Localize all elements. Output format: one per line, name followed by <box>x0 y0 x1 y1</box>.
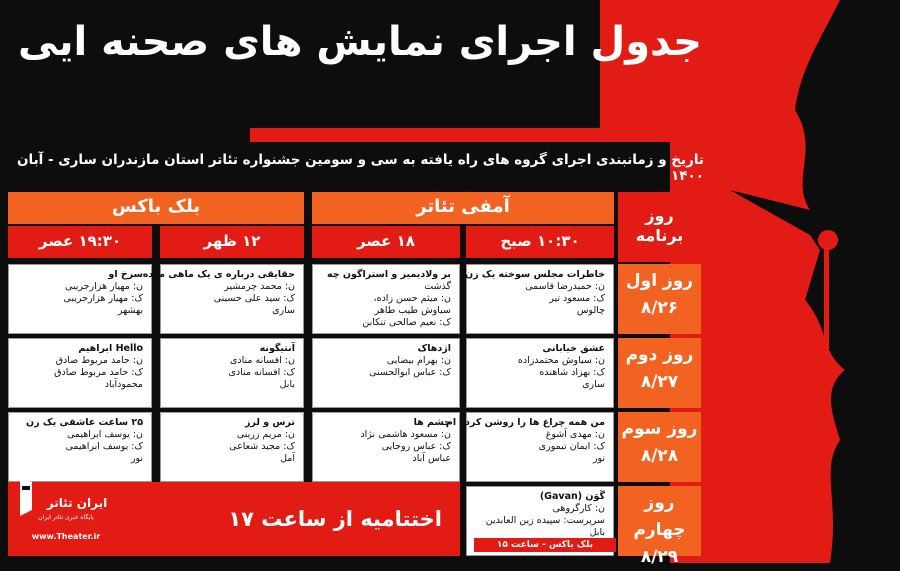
schedule-cell <box>8 264 152 334</box>
play-info: گذشت <box>424 281 451 292</box>
play-info: عباس آباد <box>412 453 451 464</box>
play-info: ک: یوسف ابراهیمی <box>65 441 143 452</box>
venue-time-note: بلک باکس - ساعت ۱۵ <box>474 538 616 552</box>
corner-label: برنامه <box>635 226 684 245</box>
play-info: سیاوش طیب طاهر <box>374 305 451 316</box>
play-title: چشم ها <box>413 417 451 428</box>
play-info: ساری <box>272 305 295 316</box>
schedule-cell <box>160 412 304 482</box>
play-info: ن: حمیدرضا قاسمی <box>525 281 605 292</box>
time-header: ۱۰:۳۰ صبح <box>466 226 614 258</box>
play-title: اژدهاک <box>417 343 451 354</box>
play-info: ک: عباس ابوالحسنی <box>369 367 451 378</box>
schedule-cell <box>466 338 614 408</box>
logo-subtitle: پایگاه خبری تئاتر ایران <box>38 514 94 521</box>
play-title: آنتیگونه <box>259 343 295 354</box>
theater-logo <box>10 470 122 556</box>
play-info: ک: افسانه منادی <box>228 367 295 378</box>
play-info: ک: مسعود تیر <box>549 293 605 304</box>
schedule-cell <box>8 338 152 408</box>
time-header: ۱۲ ظهر <box>160 226 304 258</box>
venue-amphitheater: آمفی تئاتر <box>312 192 614 224</box>
play-info: چالوس <box>576 305 605 316</box>
play-info: ک: نعیم صالحی تنکابن <box>362 317 451 328</box>
day-name: روز چهارم <box>633 493 686 540</box>
play-info: بابل <box>279 379 295 390</box>
schedule-cell <box>312 264 460 334</box>
day-date: ۸/۲۶ <box>640 298 679 318</box>
title-underline <box>250 128 700 142</box>
play-info: ن: مسعود هاشمی نژاد <box>360 429 451 440</box>
play-info: ن: سیاوش محتمدزاده <box>517 355 605 366</box>
play-info: ساری <box>582 379 605 390</box>
play-info: بابل <box>589 527 605 538</box>
play-info: ن: افسانه منادی <box>229 355 295 366</box>
time-header: ۱۹:۳۰ عصر <box>8 226 152 258</box>
play-info: سرپرست: سپیده زین العابدین <box>485 515 605 526</box>
play-info: ک: مهیار هزارجریبی <box>63 293 143 304</box>
play-info: ک: بهزاد شاهنده <box>539 367 605 378</box>
play-info: ن: حامد مربوط صادق <box>55 355 143 366</box>
schedule-cell <box>466 264 614 334</box>
play-title: بر ولادیمیر و استراگون چه <box>326 269 451 280</box>
play-info: نور <box>130 453 143 464</box>
time-header: ۱۸ عصر <box>312 226 460 258</box>
play-title: گَوَن (Gavan) <box>539 491 605 502</box>
play-info: ن: یوسف ابراهیمی <box>66 429 143 440</box>
play-title: عشق خیابانی <box>542 343 605 354</box>
play-title: Hello ابراهیم <box>78 343 143 354</box>
schedule-cell <box>445 412 614 482</box>
logo-name: ایران تئاتر <box>46 496 108 510</box>
day-date: ۸/۲۸ <box>640 446 679 466</box>
play-info: ن: مهیار هزارجریبی <box>64 281 143 292</box>
day-name: روز دوم <box>625 345 694 365</box>
play-title: خاطرات مجلس سوخته یک زن <box>465 269 605 280</box>
day-name: روز اول <box>625 271 694 291</box>
day-label <box>618 338 701 408</box>
play-info: ن: محمد چرمشیر <box>224 281 295 292</box>
play-info: نور <box>592 453 605 464</box>
play-title: ۲۵ ساعت عاشقی یک زن <box>25 417 143 428</box>
play-info: ک: عباس روجایی <box>381 441 451 452</box>
play-title: سرخ او <box>108 269 143 280</box>
day-label <box>618 264 701 334</box>
play-title: ترس و لرز <box>244 417 295 428</box>
play-info: ک: ایمان تیموری <box>538 441 605 452</box>
schedule-cell <box>160 338 304 408</box>
page-subtitle: تاریخ و زمانبندی اجرای گروه های راه یافته به سی و سومین جشنواره تئاتر استان مازندران ساری - آبان ۱۴۰۰ <box>16 152 704 184</box>
schedule-cell <box>142 264 304 334</box>
theater-logo-icon <box>10 470 122 556</box>
corner-label: روز <box>645 206 674 225</box>
face-silhouette-icon <box>670 0 900 563</box>
day-date: ۸/۲۷ <box>640 372 679 392</box>
day-name: روز سوم <box>621 419 698 439</box>
play-info: ک: حامد مربوط صادق <box>54 367 143 378</box>
venue-black-box: بلک باکس <box>8 192 304 224</box>
corner-header <box>618 192 701 262</box>
play-info: ن: مریم زرینی <box>236 429 295 440</box>
schedule-cell <box>312 412 460 482</box>
play-info: ن: مهدی آشوغ <box>545 429 605 440</box>
logo-url[interactable]: www.Theater.ir <box>31 532 101 541</box>
play-info: ن: کارگروهی <box>552 503 605 514</box>
play-info: بهشهر <box>117 305 143 316</box>
play-info: محمودآباد <box>104 379 143 390</box>
day-label <box>618 486 701 567</box>
closing-ceremony-banner: اختتامیه از ساعت ۱۷ <box>8 482 460 556</box>
play-title: من همه چراغ ها را روشن کرده ام <box>445 417 605 428</box>
play-info: ک: سید علی حسینی <box>213 293 295 304</box>
day-label <box>618 412 701 482</box>
play-title: حقایقی درباره ی یک ماهی مرده <box>142 269 295 280</box>
play-info: آمل <box>280 453 295 464</box>
play-info: ن: بهرام بیضایی <box>386 355 451 366</box>
play-info: ن: میثم حسن زاده، <box>373 293 451 304</box>
play-info: ک: مجید شعاعی <box>229 441 295 452</box>
day-date: ۸/۲۹ <box>640 547 679 567</box>
page-title: جدول اجرای نمایش های صحنه ایی <box>17 19 702 65</box>
schedule-cell <box>312 338 460 408</box>
